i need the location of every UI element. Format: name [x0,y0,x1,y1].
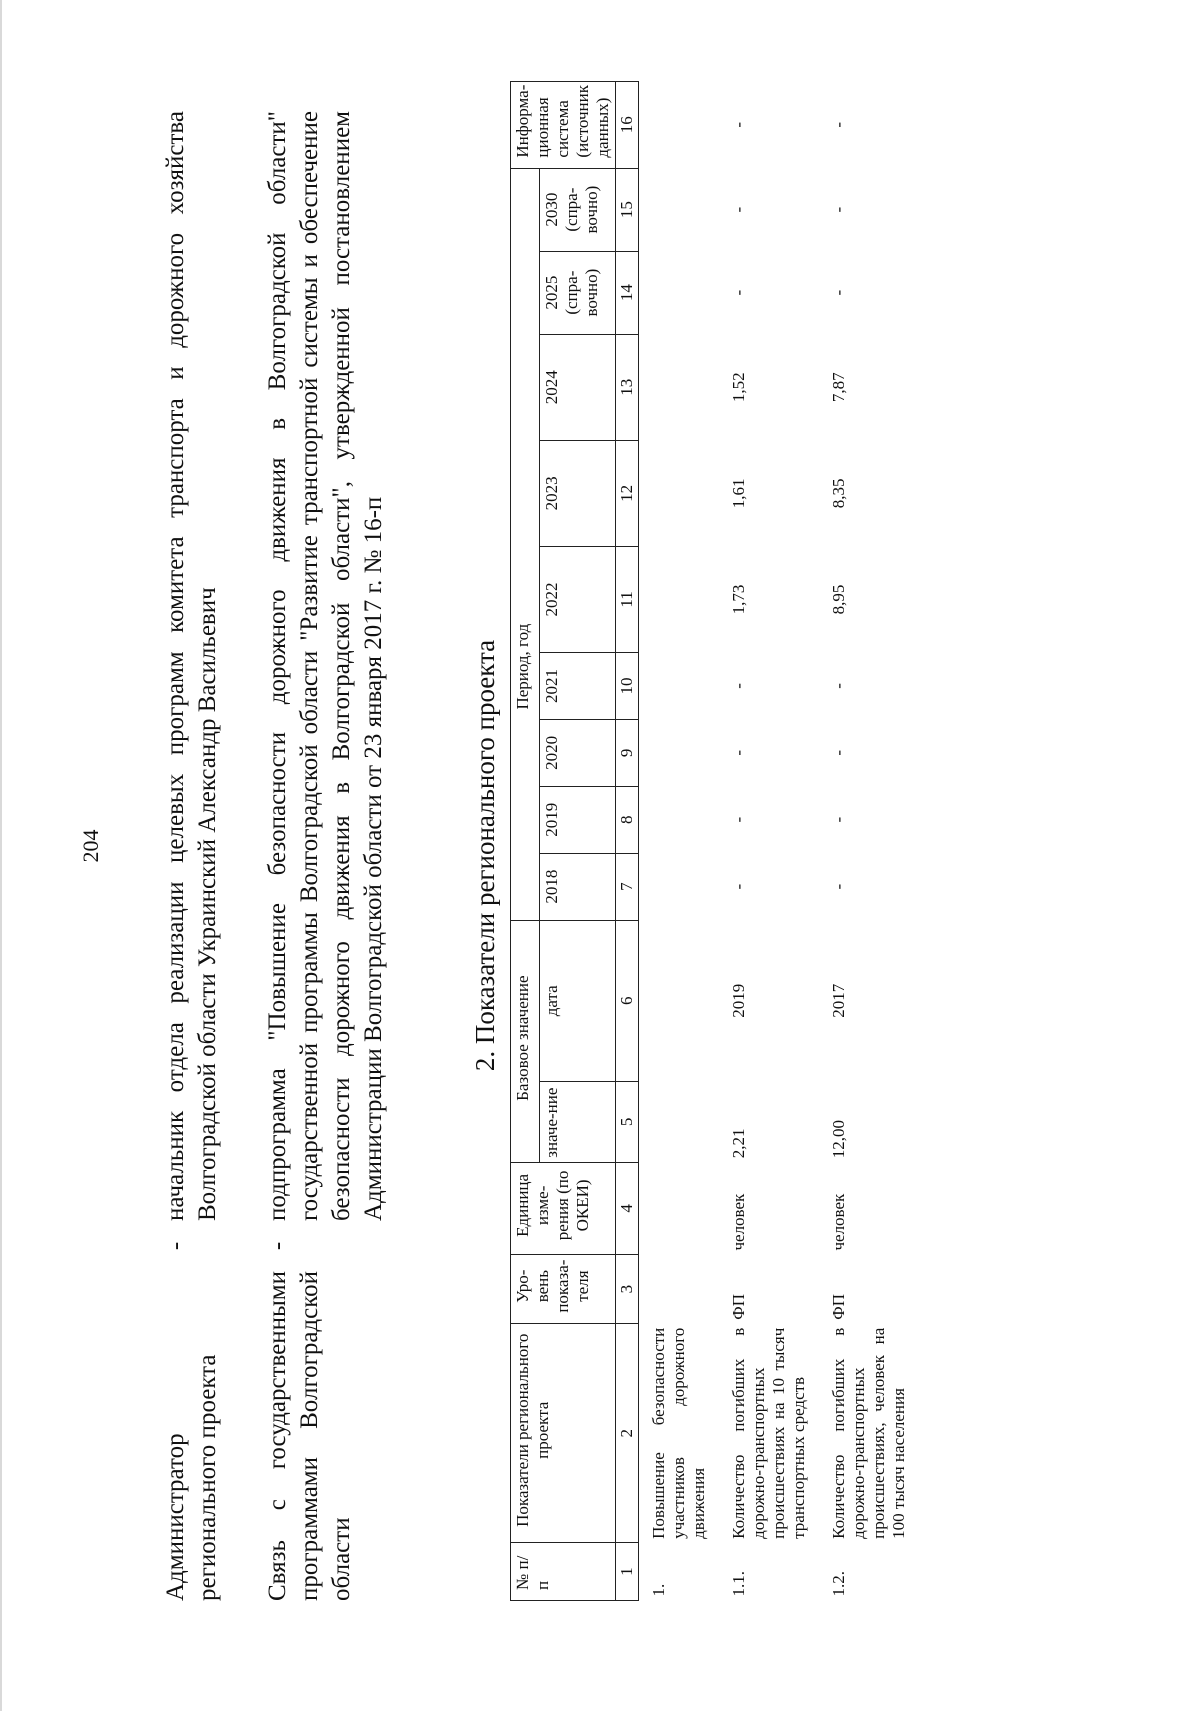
passport-admin-label: Администратор регионального проекта [162,1354,221,1601]
header-period-group: Период, год [511,168,540,920]
row-value-2020: - [829,749,848,756]
row-info: - [829,121,848,128]
row-no: 1.2. [829,1571,848,1597]
header-indicator: Показатели регионального проекта [511,1324,616,1543]
row-value-2019: - [829,816,848,823]
header-year-2023: 2023 [540,440,616,546]
row-indicator: Повышение безопасности участников дорожного движения [649,1327,708,1539]
column-number: 10 [616,652,639,719]
column-number: 5 [616,1082,639,1163]
header-year-2021: 2021 [540,652,616,719]
row-unit [639,1162,720,1254]
row-base-value [639,1082,720,1163]
row-value-2018: - [729,883,748,890]
row-value-2025: - [829,289,848,296]
row-base-value: 2,21 [729,1128,748,1159]
column-number: 15 [616,168,639,251]
column-number: 12 [616,440,639,546]
row-value-2022 [639,546,720,652]
row-value-2030: - [829,206,848,213]
passport-link-label: Связь с государственными программами Волгоградской области [264,1271,355,1601]
row-indicator: Количество погибших в дорожно-транспортных происшествиях, человек на 100 тысяч населения [829,1327,908,1539]
row-base-date [639,920,720,1081]
passport-admin-value: начальник отдела реализации целевых программ комитета транспорта и дорожного хозяйства Волгоградской области Украинский Александр Васильевич [162,111,221,1221]
column-number: 14 [616,251,639,334]
row-value-2018: - [829,883,848,890]
page-number: 204 [78,829,103,863]
row-value-2021 [639,652,720,719]
row-value-2021: - [829,683,848,689]
row-value-2020 [639,719,720,786]
column-number: 16 [616,82,639,169]
row-value-2024: 1,52 [729,372,748,403]
row-base-date: 2017 [829,983,848,1018]
row-base-date: 2019 [729,983,748,1018]
header-year-2018: 2018 [540,853,616,920]
row-value-2025: - [729,289,748,296]
section-title: 2. Показатели регионального проекта [470,639,500,1072]
header-base-group: Базовое значение [511,920,540,1162]
column-number-row [616,82,639,1601]
row-level: ФП [729,1294,748,1320]
column-number: 8 [616,786,639,853]
table-row [819,82,919,1601]
column-number: 13 [616,334,639,440]
column-number: 9 [616,719,639,786]
header-no: № п/п [511,1543,616,1601]
row-no: 1.1. [729,1571,748,1597]
row-value-2018 [639,853,720,920]
row-value-2030: - [729,206,748,213]
row-indicator: Количество погибших в дорожно-транспортных происшествиях на 10 тысяч транспортных средств [729,1327,808,1539]
indicators-table [510,81,919,1601]
header-year-2025: 2025 (спра-вочно) [540,251,616,334]
column-number: 1 [616,1543,639,1601]
header-level: Уро-вень показа-теля [511,1255,616,1324]
column-number: 2 [616,1324,639,1543]
header-base-value: значе-ние [540,1082,616,1163]
header-year-2030: 2030 (спра-вочно) [540,168,616,251]
row-value-2020: - [729,749,748,756]
column-number: 7 [616,853,639,920]
row-level [639,1255,720,1324]
header-unit: Единица изме-рения (по ОКЕИ) [511,1162,616,1254]
header-info-system: Информа-ционная система (источник данных) [511,82,616,169]
row-info [639,82,720,169]
row-no: 1. [649,1583,668,1597]
row-value-2024: 7,87 [829,372,848,403]
row-unit: человек [829,1193,848,1251]
column-number: 3 [616,1255,639,1324]
row-value-2022: 1,73 [729,584,748,615]
row-value-2023: 1,61 [729,478,748,509]
row-base-value: 12,00 [829,1120,848,1159]
header-year-2019: 2019 [540,786,616,853]
row-value-2022: 8,95 [829,584,848,615]
row-level: ФП [829,1294,848,1320]
header-year-2024: 2024 [540,334,616,440]
row-value-2025 [639,251,720,334]
row-value-2021: - [729,683,748,689]
header-year-2022: 2022 [540,546,616,652]
header-base-date: дата [540,920,616,1081]
passport-admin-dash: - [162,1241,189,1251]
row-value-2023 [639,440,720,546]
row-value-2030 [639,168,720,251]
row-unit: человек [729,1193,748,1251]
table-row [639,82,720,1601]
column-number: 11 [616,546,639,652]
row-value-2023: 8,35 [829,478,848,509]
header-year-2020: 2020 [540,719,616,786]
row-value-2019 [639,786,720,853]
passport-link-dash: - [264,1241,291,1251]
row-value-2024 [639,334,720,440]
row-info: - [729,121,748,128]
table-header-group-row [511,82,540,1601]
column-number: 6 [616,920,639,1081]
passport-link-value: подпрограмма "Повышение безопасности дорожного движения в Волгоградской области" государственной программы Волгоградской области "Развитие транспортной системы и обеспечение безопасности дорожного движения в Волгоградской области", утвержденной постановлением Администрации Волгоградской области от 23 января 2017 г. № 16-п [264,111,387,1221]
column-number: 4 [616,1162,639,1254]
table-row [719,82,819,1601]
row-value-2019: - [729,816,748,823]
